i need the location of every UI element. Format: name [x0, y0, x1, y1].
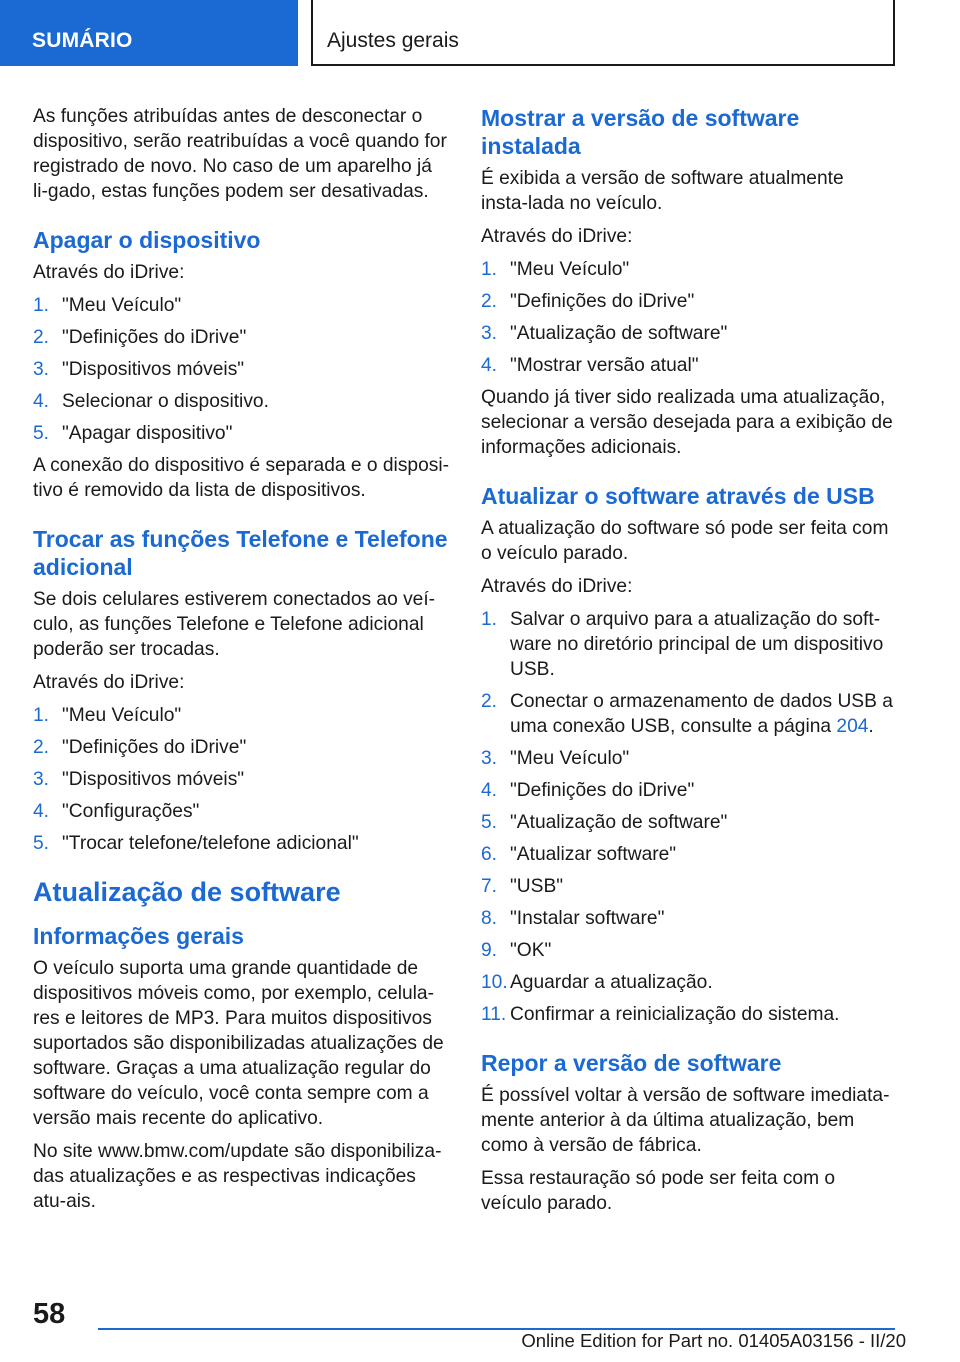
step-number: 4. — [33, 801, 50, 822]
heading-mostrar-versao: Mostrar a versão de software instalada — [481, 105, 800, 159]
step-text: "Configurações" — [62, 801, 200, 822]
step-number: 2. — [481, 291, 498, 312]
list-item — [33, 831, 450, 856]
list-item — [481, 938, 895, 963]
step-text: "Dispositivos móveis" — [62, 359, 245, 380]
step-number: 3. — [33, 769, 50, 790]
step-text: "Atualização de software" — [510, 323, 728, 344]
heading-repor-versao: Repor a versão de software — [481, 1050, 782, 1076]
section-title-tab: Ajustes gerais — [311, 0, 895, 66]
list-item — [33, 767, 450, 792]
step-text: "Definições do iDrive" — [510, 780, 695, 801]
via-idrive-text: Através do iDrive: — [33, 262, 185, 283]
apagar-result-text: A conexão do dispositivo é separada e o disposi-tivo é removido da lista de dispositivos. — [33, 455, 449, 501]
list-item — [481, 289, 895, 314]
list-item — [481, 842, 895, 867]
step-text: Salvar o arquivo para a atualização do soft-ware no diretório principal de um dispositivo USB. — [510, 609, 884, 680]
list-item — [481, 1002, 895, 1027]
list-item — [481, 257, 895, 282]
step-text: Conectar o armazenamento de dados USB a uma conexão USB, consulte a página — [510, 691, 893, 737]
step-number: 2. — [33, 737, 50, 758]
step-number: 3. — [33, 359, 50, 380]
step-number: 8. — [481, 908, 498, 929]
repor-paragraph-1: É possível voltar à versão de software imediata-mente anterior à da última atualização, bem como à versão de fábrica. — [481, 1085, 890, 1156]
list-item — [481, 607, 895, 682]
list-item — [481, 874, 895, 899]
step-text: Confirmar a reinicialização do sistema. — [510, 1004, 840, 1025]
list-item — [481, 689, 895, 739]
step-number: 3. — [481, 323, 498, 344]
sumario-tab[interactable]: SUMÁRIO — [0, 0, 298, 66]
step-text: "Mostrar versão atual" — [510, 355, 699, 376]
step-number: 2. — [481, 691, 498, 712]
list-item — [481, 778, 895, 803]
usb-text: A atualização do software só pode ser feita com o veículo parado. — [481, 518, 889, 564]
step-number: 5. — [481, 812, 498, 833]
intro-paragraph: As funções atribuídas antes de desconectar o dispositivo, serão reatribuídas a você quando for registrado de novo. No caso de um aparelho já li-gado, estas funções podem ser desativadas. — [33, 106, 447, 202]
mostrar-after-text: Quando já tiver sido realizada uma atualização, selecionar a versão desejada para a exibição de informações adicionais. — [481, 387, 893, 458]
step-text: "Definições do iDrive" — [62, 737, 247, 758]
list-item — [33, 703, 450, 728]
step-number: 10. — [481, 972, 508, 993]
steps-usb — [481, 607, 895, 1027]
step-number: 6. — [481, 844, 498, 865]
heading-apagar: Apagar o dispositivo — [33, 227, 261, 253]
step-number: 4. — [33, 391, 50, 412]
list-item — [481, 970, 895, 995]
list-item — [33, 799, 450, 824]
page-reference-link[interactable]: 204 — [836, 716, 869, 737]
via-idrive-text: Através do iDrive: — [33, 672, 185, 693]
step-number: 1. — [33, 295, 50, 316]
atualizacao-paragraph-1: O veículo suporta uma grande quantidade de dispositivos móveis como, por exemplo, celula-res e leitores de MP3. Para muitos dispositivos suportados são disponibilizadas atualizações de software. Graças a uma atualização regular do software do veículo, você conta sempre com a versão mais recente do aplicativo. — [33, 958, 444, 1129]
page-header — [0, 0, 960, 66]
step-number: 1. — [481, 259, 498, 280]
step-text: Aguardar a atualização. — [510, 972, 713, 993]
step-text: "Trocar telefone/telefone adicional" — [62, 833, 359, 854]
step-text-end: . — [868, 716, 874, 737]
step-number: 4. — [481, 355, 498, 376]
list-item — [33, 293, 450, 318]
repor-paragraph-2: Essa restauração só pode ser feita com o veículo parado. — [481, 1168, 836, 1214]
list-item — [33, 735, 450, 760]
step-number: 11. — [481, 1004, 507, 1025]
step-text: Selecionar o dispositivo. — [62, 391, 269, 412]
list-item — [481, 321, 895, 346]
step-number: 3. — [481, 748, 498, 769]
step-number: 1. — [481, 609, 498, 630]
step-text: "Dispositivos móveis" — [62, 769, 245, 790]
step-number: 7. — [481, 876, 498, 897]
steps-mostrar — [481, 257, 895, 378]
heading-atualizacao: Atualização de software — [33, 877, 341, 907]
left-column — [33, 104, 450, 1222]
step-number: 1. — [33, 705, 50, 726]
heading-atualizar-usb: Atualizar o software através de USB — [481, 483, 875, 509]
step-number: 5. — [33, 833, 50, 854]
list-item — [481, 810, 895, 835]
step-number: 4. — [481, 780, 498, 801]
step-number: 9. — [481, 940, 498, 961]
step-text: "Atualização de software" — [510, 812, 728, 833]
trocar-text: Se dois celulares estiverem conectados ao veí-culo, as funções Telefone e Telefone adicional poderão ser trocadas. — [33, 589, 436, 660]
step-text: "Apagar dispositivo" — [62, 423, 233, 444]
list-item — [33, 357, 450, 382]
step-text: "Meu Veículo" — [62, 705, 182, 726]
step-text: "Atualizar software" — [510, 844, 677, 865]
list-item — [33, 325, 450, 350]
mostrar-text: É exibida a versão de software atualmente insta-lada no veículo. — [481, 168, 844, 214]
step-number: 2. — [33, 327, 50, 348]
step-text: "OK" — [510, 940, 552, 961]
step-text: "USB" — [510, 876, 564, 897]
step-text: "Instalar software" — [510, 908, 665, 929]
via-idrive-text: Através do iDrive: — [481, 226, 633, 247]
via-idrive-text: Através do iDrive: — [481, 576, 633, 597]
step-text: "Meu Veículo" — [510, 748, 630, 769]
list-item — [33, 389, 450, 414]
page-number: 58 — [33, 1298, 66, 1330]
list-item — [33, 421, 450, 446]
heading-trocar: Trocar as funções Telefone e Telefone adicional — [33, 526, 448, 580]
footer-edition-text: Online Edition for Part no. 01405A03156 - II/20 — [521, 1330, 906, 1351]
right-column — [481, 104, 895, 1224]
step-number: 5. — [33, 423, 50, 444]
steps-apagar — [33, 293, 450, 446]
list-item — [481, 906, 895, 931]
list-item — [481, 353, 895, 378]
heading-informacoes-gerais: Informações gerais — [33, 923, 244, 949]
atualizacao-paragraph-2: No site www.bmw.com/update são disponibiliza-das atualizações e as respectivas indicações atu-ais. — [33, 1141, 442, 1212]
step-text: "Meu Veículo" — [510, 259, 630, 280]
list-item — [481, 746, 895, 771]
step-text: "Meu Veículo" — [62, 295, 182, 316]
step-text: "Definições do iDrive" — [62, 327, 247, 348]
step-text: "Definições do iDrive" — [510, 291, 695, 312]
steps-trocar — [33, 703, 450, 856]
